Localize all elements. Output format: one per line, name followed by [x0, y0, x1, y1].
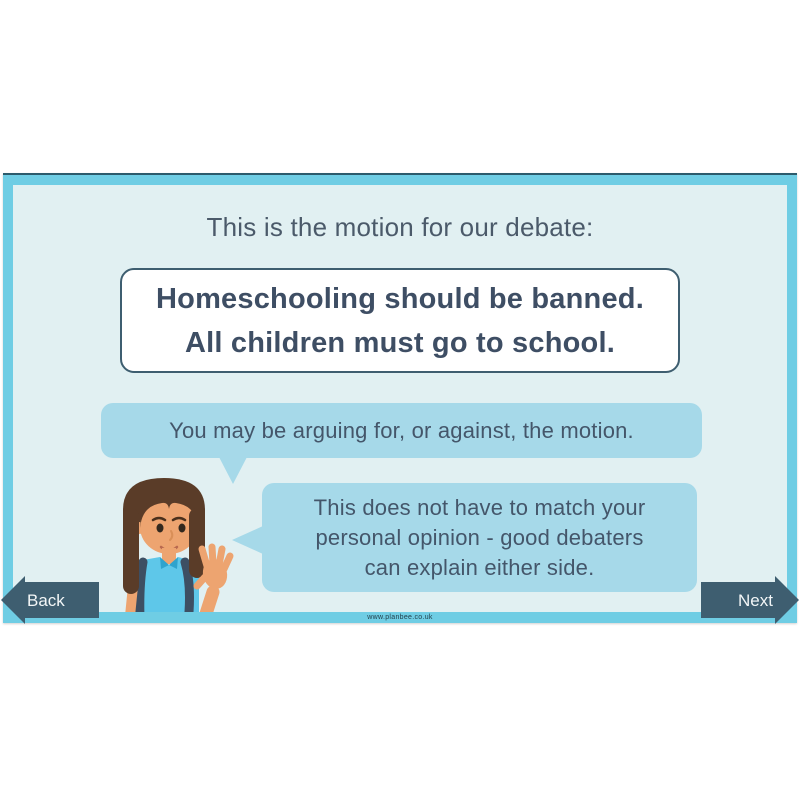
back-button-label: Back	[27, 591, 65, 610]
motion-card	[120, 268, 680, 373]
girl-strap-right	[185, 562, 190, 612]
back-button[interactable]	[0, 574, 102, 627]
girl-arm-right	[204, 592, 213, 612]
slide-title: This is the motion for our debate:	[206, 212, 594, 242]
lesson-slide	[3, 173, 797, 623]
speech-bubble-bottom-line-1: This does not have to match your	[313, 494, 646, 520]
motion-line-2: All children must go to school.	[185, 326, 615, 359]
next-arrow-icon	[775, 576, 799, 624]
speech-bubble-top	[101, 403, 702, 458]
back-arrow-icon	[1, 576, 25, 624]
girl-finger	[202, 549, 207, 566]
girl-eye-left	[157, 524, 164, 533]
waving-girl-illustration	[112, 470, 262, 612]
slide-content-area	[13, 185, 787, 612]
girl-hair-strand-right	[189, 508, 205, 578]
girl-hair-strand-left	[123, 508, 139, 594]
speech-bubble-top-text: You may be arguing for, or against, the motion.	[169, 417, 634, 443]
speech-bubble-bottom-line-2: personal opinion - good debaters	[315, 524, 644, 550]
girl-strap-left	[140, 562, 143, 612]
next-button[interactable]	[698, 574, 800, 627]
motion-line-1: Homeschooling should be banned.	[156, 282, 644, 315]
girl-finger	[219, 549, 222, 565]
speech-bubble-bottom-line-3: can explain either side.	[364, 554, 595, 580]
girl-finger	[212, 547, 213, 564]
speech-bubble-bottom	[262, 483, 697, 592]
girl-finger	[224, 556, 230, 569]
footer-url: www.planbee.co.uk	[367, 614, 433, 621]
next-button-label: Next	[738, 591, 773, 610]
girl-eye-right	[179, 524, 186, 533]
